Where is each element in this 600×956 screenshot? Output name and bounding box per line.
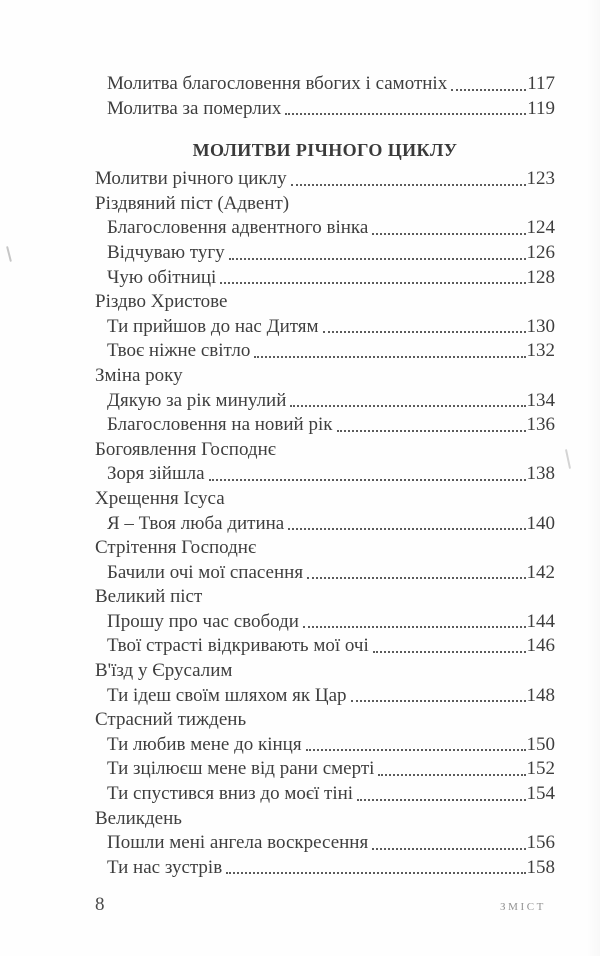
toc-entry-page: 124 [526,217,555,239]
page-footer [95,894,546,916]
dot-leader [372,233,525,235]
toc-entry-page: 123 [526,168,555,190]
toc-section-title: Богоявлення Господнє [95,438,276,460]
toc-section-title: Різдвяний піст (Адвент) [95,192,290,214]
dot-leader [337,430,526,432]
toc-entry-title: Ти ідеш своїм шляхом як Цар [107,684,347,706]
toc-entry-page: 138 [526,463,555,485]
toc-entry-page: 134 [526,389,555,411]
toc-entry-title: Я – Твоя люба дитина [107,512,285,534]
dot-leader [209,479,526,481]
toc-entry [95,216,555,241]
toc-entry [95,757,555,782]
toc-entry-page: 117 [527,73,555,94]
dot-leader [307,577,525,579]
toc-entry-title: Зоря зійшла [107,463,205,485]
dot-leader [303,626,526,628]
toc-entry-page: 148 [526,684,555,706]
toc-entry [95,413,555,438]
toc-entry [95,266,555,291]
table-of-contents [95,72,555,880]
toc-entry-title: Молитва благословення вбогих і самотніх [107,73,448,94]
dot-leader [291,184,526,186]
toc-entry-page: 142 [526,561,555,583]
toc-entry-title: Пошли мені ангела воскресення [107,832,369,854]
toc-entry-title: Ти зцілюєш мене від рани смерті [107,758,375,780]
toc-entry [95,782,555,807]
toc-entry-title: Ти прийшов до нас Дитям [107,315,319,337]
toc-section-title: Хрещення Ісуса [95,487,225,509]
toc-entry-title: Твої страсті відкривають мої очі [107,635,369,657]
toc-entry [95,462,555,487]
dot-leader [285,113,526,115]
dot-leader [288,528,525,530]
toc-entry [95,97,555,122]
toc-section-title: Різдво Христове [95,291,228,313]
dot-leader [372,848,525,850]
toc-entry [95,315,555,340]
scan-artifact-right-mark [565,449,571,469]
dot-leader [290,405,525,407]
dot-leader [351,700,526,702]
toc-entry-title: Твоє ніжне світло [107,340,251,362]
toc-entry-title: Прошу про час свободи [107,610,299,632]
toc-entry-page: 140 [526,512,555,534]
toc-entry [95,733,555,758]
toc-entry-title: Ти любив мене до кінця [107,733,302,755]
toc-entry-title: Дякую за рік минулий [107,389,287,411]
page-edge-shading [586,0,600,956]
toc-entry [95,339,555,364]
dot-leader [306,749,526,751]
toc-entry-page: 130 [526,315,555,337]
toc-entry-page: 132 [526,340,555,362]
toc-entry-page: 158 [526,856,555,878]
toc-entry [95,389,555,414]
toc-entry [95,856,555,881]
toc-entry [95,512,555,537]
toc-entry-title: Благословення адвентного вінка [107,217,369,239]
toc-entry [95,634,555,659]
toc-entry-title: Молитви річного циклу [95,168,287,190]
toc-entry-title: Чую обітниці [107,266,217,288]
scan-artifact-left-mark [6,246,12,262]
toc-entry-title: Ти нас зустрів [107,856,223,878]
toc-section-title: В'їзд у Єрусалим [95,660,233,682]
dot-leader [220,282,525,284]
dot-leader [357,799,525,801]
page-number: 8 [95,894,105,915]
dot-leader [378,774,525,776]
toc-entry [95,72,555,97]
toc-entry-title: Відчуваю тугу [107,241,225,263]
toc-entry [95,831,555,856]
dot-leader [226,872,525,874]
toc-entry [95,684,555,709]
toc-section-title: Зміна року [95,364,183,386]
toc-entry [95,561,555,586]
toc-entry [95,241,555,266]
toc-entry-page: 154 [526,783,555,805]
toc-entry-page: 126 [526,241,555,263]
toc-entry-page: 136 [526,414,555,436]
toc-section-title: Страсний тиждень [95,709,247,731]
toc-entry [95,610,555,635]
toc-entry-page: 119 [527,97,555,119]
toc-entry-title: Бачили очі мої спасення [107,561,304,583]
dot-leader [451,89,526,91]
dot-leader [373,651,526,653]
toc-section-title: Стрітення Господнє [95,537,257,559]
dot-leader [229,258,526,260]
toc-section-title: Великдень [95,807,182,829]
toc-entry-title: Благословення на новий рік [107,414,333,436]
toc-entry-page: 144 [526,610,555,632]
running-title: ЗМІСТ [499,901,546,913]
toc-entry-title: Молитва за померлих [107,97,282,119]
toc-section-title: Великий піст [95,586,203,608]
toc-entry-page: 128 [526,266,555,288]
toc-entry [95,167,555,192]
toc-entry-page: 152 [526,758,555,780]
toc-entry-page: 150 [526,733,555,755]
toc-entry-title: Ти спустився вниз до моєї тіні [107,783,354,805]
chapter-heading: МОЛИТВИ РІЧНОГО ЦИКЛУ [192,140,458,161]
dot-leader [323,331,526,333]
dot-leader [254,356,525,358]
toc-entry-page: 146 [526,635,555,657]
toc-entry-page: 156 [526,832,555,854]
